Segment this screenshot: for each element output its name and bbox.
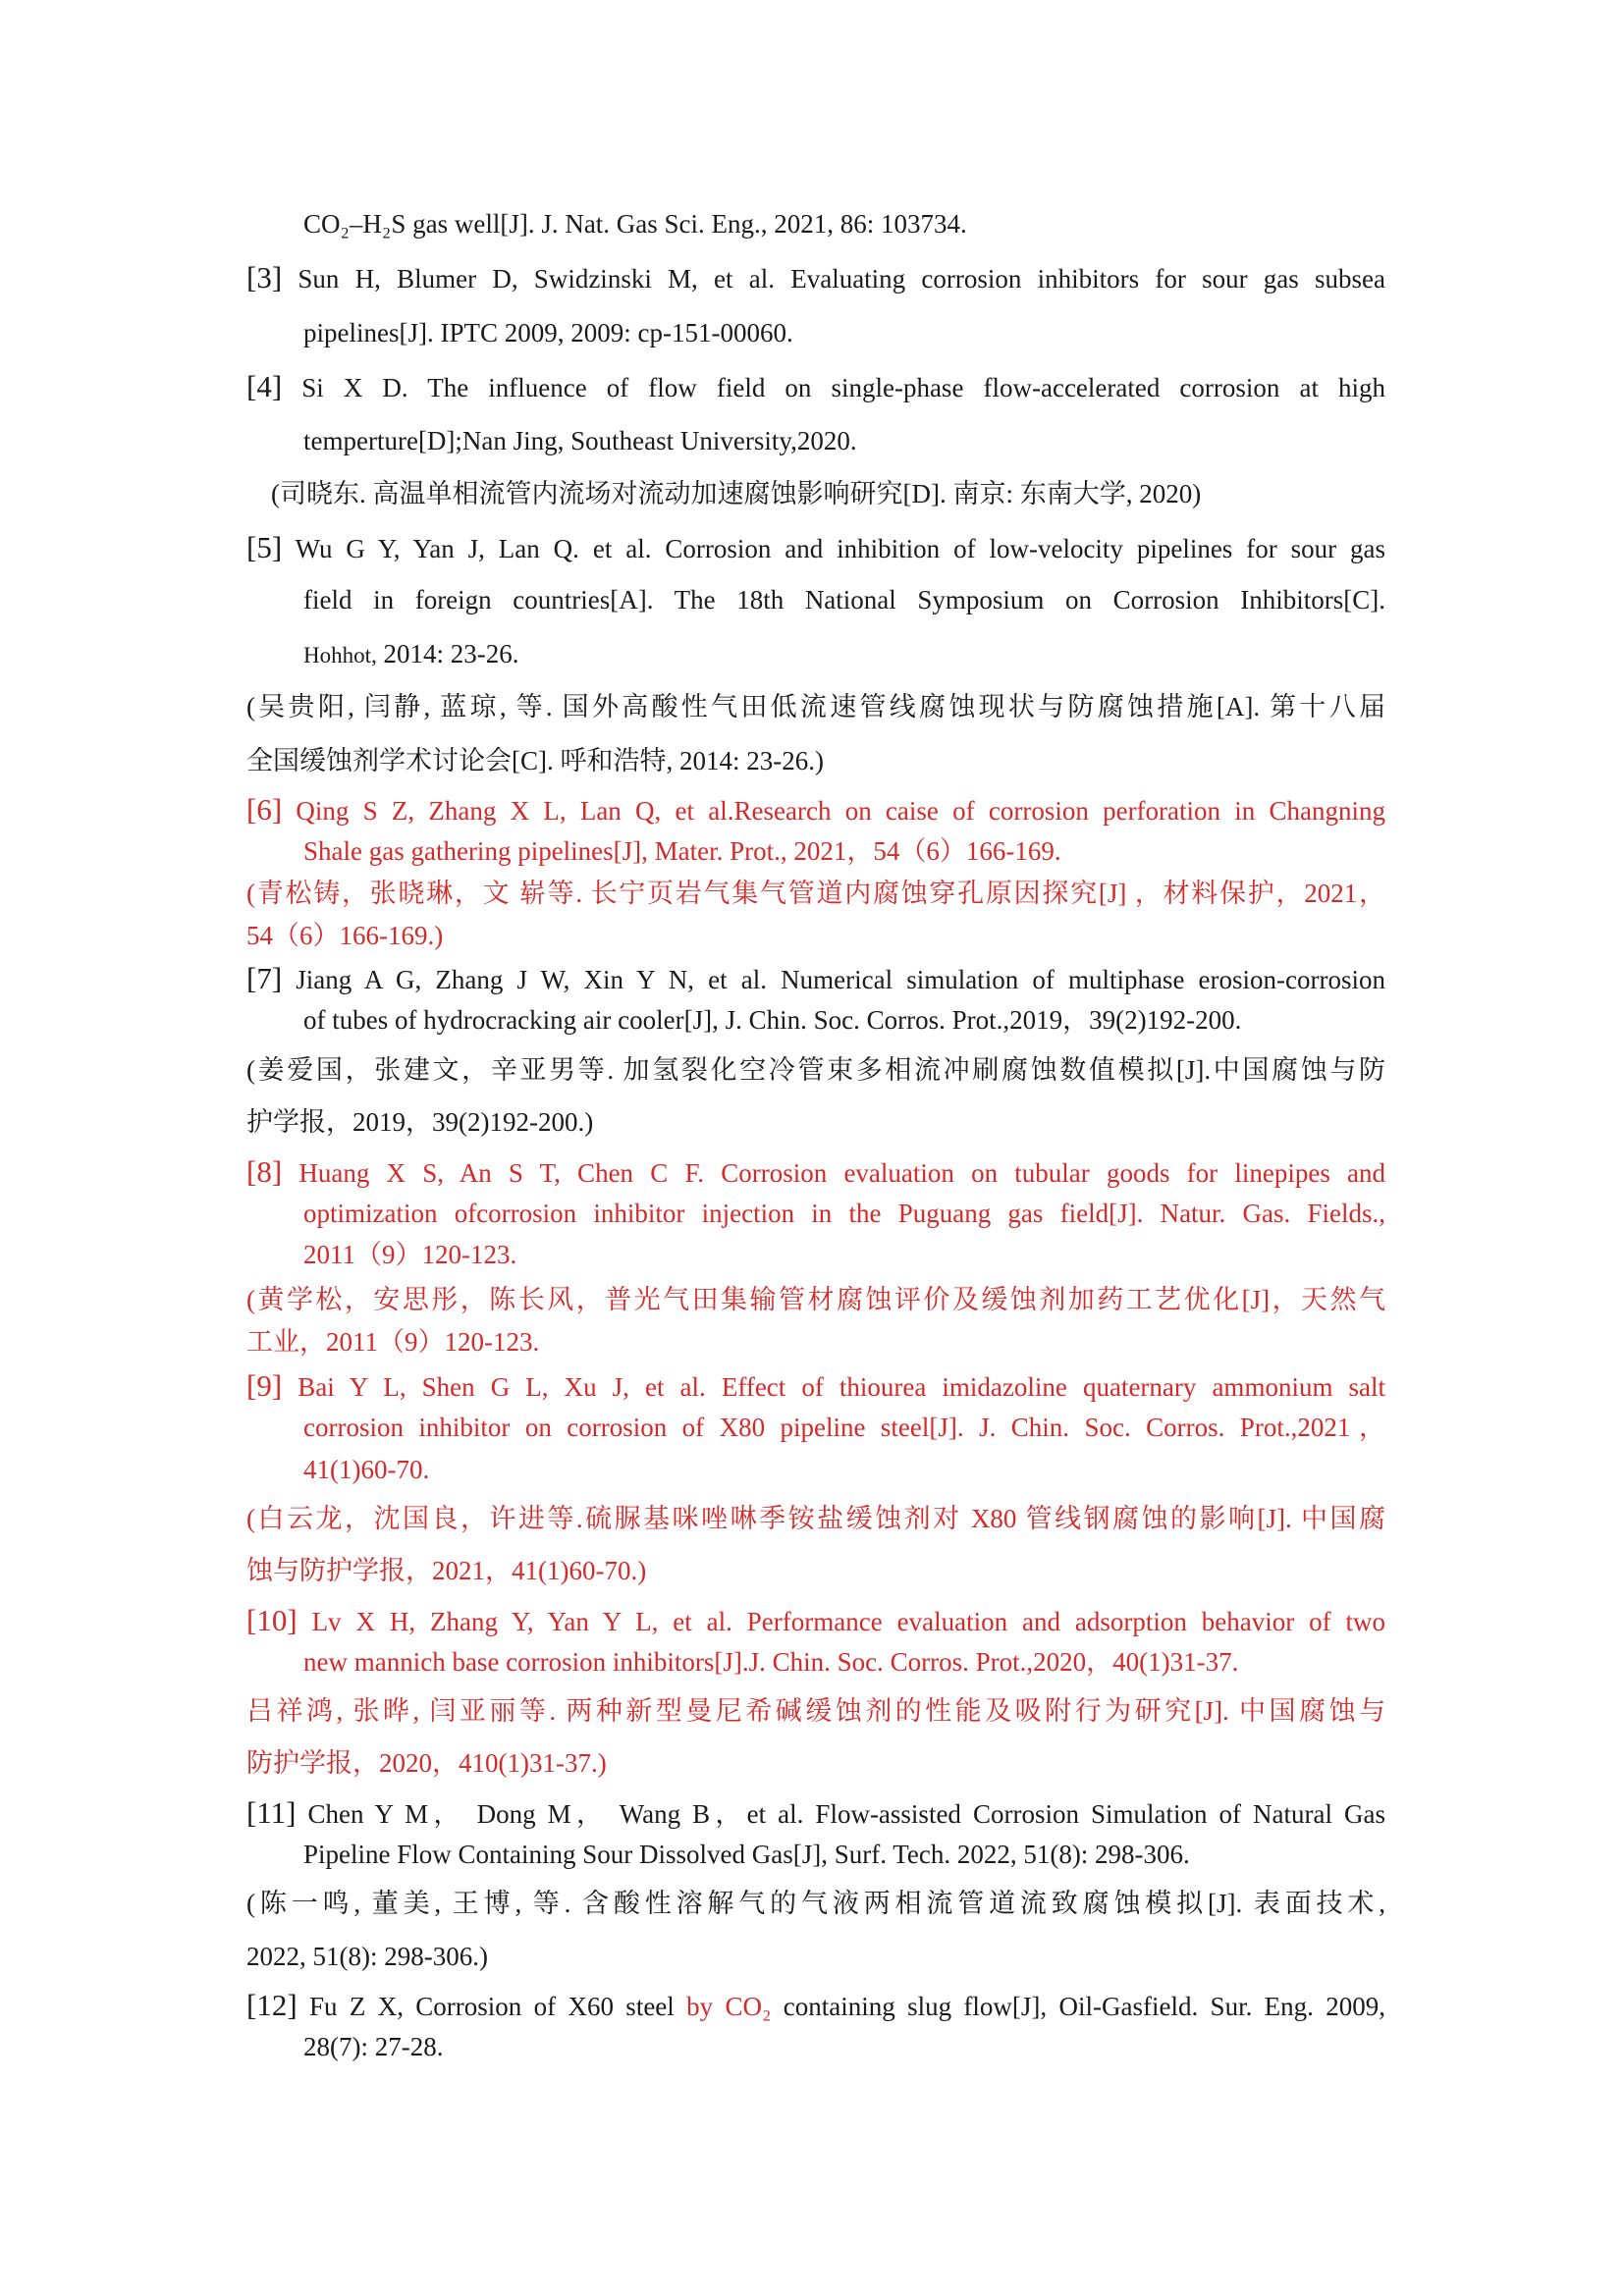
ref-7-number: [7] — [246, 961, 283, 995]
ref-7-chinese-1: (姜爱国，张建文，辛亚男等. 加氢裂化空冷管束多相流冲刷腐蚀数值模拟[J].中国腐蚀与防 — [246, 1055, 1385, 1085]
ref-8-line-1 — [246, 1155, 1385, 1190]
ref-10-line-1 — [246, 1604, 1385, 1638]
ref-7-line-2: of tubes of hydrocracking air cooler[J], J. Chin. Soc. Corros. Prot.,2019，39(2)192-200. — [303, 1005, 1242, 1035]
ref-6-line-1 — [246, 793, 1385, 828]
ref-4-chinese: (司晓东. 高温单相流管内流场对流动加速腐蚀影响研究[D]. 南京: 东南大学, 2020) — [271, 479, 1202, 508]
ref-7-line-1 — [246, 962, 1385, 996]
ref-5-city: Hohhot, — [303, 643, 377, 667]
ref-9-text-1: Bai Y L, Shen G L, Xu J, et al. Effect of thiourea imidazoline quaternary ammonium salt — [298, 1372, 1386, 1402]
ref-11-line-2: Pipeline Flow Containing Sour Dissolved Gas[J], Surf. Tech. 2022, 51(8): 298-306. — [303, 1840, 1190, 1869]
ref-11-text-1: Chen Y M， Dong M， Wang B，et al. Flow-assisted Corrosion Simulation of Natural Gas — [307, 1799, 1386, 1829]
ref-2-tail: CO₂–H₂S gas well[J]. J. Nat. Gas Sci. Eng., 2021, 86: 103734. — [303, 209, 967, 239]
ref-4-text-1: Si X D. The influence of flow field on single-phase flow-accelerated corrosion at high — [301, 373, 1386, 402]
ref-5-line-2: field in foreign countries[A]. The 18th National Symposium on Corrosion Inhibitors[C]. — [303, 585, 1385, 614]
ref-10-chinese-1: 吕祥鸿, 张晔, 闫亚丽等. 两种新型曼尼希碱缓蚀剂的性能及吸附行为研究[J]. 中国腐蚀与 — [246, 1696, 1385, 1726]
ref-12-text-1b: by CO₂ — [686, 1992, 772, 2021]
ref-5-text-1: Wu G Y, Yan J, Lan Q. et al. Corrosion and inhibition of low-velocity pipelines for sour gas — [295, 534, 1386, 563]
ref-7-chinese-2: 护学报，2019，39(2)192-200.) — [246, 1107, 594, 1137]
ref-6-chinese-1: (青松铸，张晓琳，文 崭等. 长宁页岩气集气管道内腐蚀穿孔原因探究[J] ，材料保护，2021， — [246, 879, 1385, 908]
ref-5-line-3 — [303, 637, 1385, 672]
ref-11-chinese-1: (陈一鸣, 董美, 王博, 等. 含酸性溶解气的气液两相流管道流致腐蚀模拟[J]. 表面技术, — [246, 1889, 1385, 1918]
ref-8-chinese-1: (黄学松，安思彤，陈长风，普光气田集输管材腐蚀评价及缓蚀剂加药工艺优化[J]，天然气 — [246, 1285, 1385, 1314]
ref-10-line-2: new mannich base corrosion inhibitors[J].J. Chin. Soc. Corros. Prot.,2020，40(1)31-37. — [303, 1647, 1239, 1677]
ref-9-chinese-2: 蚀与防护学报，2021，41(1)60-70.) — [246, 1556, 647, 1585]
ref-12-line-1 — [246, 1989, 1385, 2023]
ref-8-text-1: Huang X S, An S T, Chen C F. Corrosion evaluation on tubular goods for linepipes and — [298, 1158, 1386, 1188]
ref-6-chinese-2: 54（6）166-169.) — [246, 921, 444, 950]
ref-11-chinese-2: 2022, 51(8): 298-306.) — [246, 1942, 488, 1971]
ref-6-text-1: Qing S Z, Zhang X L, Lan Q, et al.Research on caise of corrosion perforation in Changning — [296, 796, 1386, 826]
ref-9-number: [9] — [246, 1368, 283, 1403]
ref-5-chinese-1: (吴贵阳, 闫静, 蓝琼, 等. 国外高酸性气田低流速管线腐蚀现状与防腐蚀措施[A]. 第十八届 — [246, 692, 1385, 721]
ref-6-number: [6] — [246, 792, 283, 827]
ref-8-line-3: 2011（9）120-123. — [303, 1240, 517, 1269]
ref-12-line-2: 28(7): 27-28. — [303, 2032, 444, 2061]
ref-10-number: [10] — [246, 1603, 298, 1637]
ref-5-chinese-2: 全国缓蚀剂学术讨论会[C]. 呼和浩特, 2014: 23-26.) — [246, 746, 824, 775]
ref-3-number: [3] — [246, 260, 283, 294]
ref-4-number: [4] — [246, 369, 283, 403]
ref-11-line-1 — [246, 1796, 1385, 1831]
ref-4-line-1 — [246, 370, 1385, 404]
ref-12-text-1c: containing slug flow[J], Oil-Gasfield. Sur. Eng. 2009, — [771, 1992, 1385, 2021]
ref-5-line-1 — [246, 531, 1385, 565]
ref-5-pages: 2014: 23-26. — [376, 639, 519, 668]
ref-10-text-1: Lv X H, Zhang Y, Yan Y L, et al. Performance evaluation and adsorption behavior of two — [311, 1607, 1385, 1636]
ref-9-line-3: 41(1)60-70. — [303, 1455, 430, 1484]
ref-3-text-1: Sun H, Blumer D, Swidzinski M, et al. Evaluating corrosion inhibitors for sour gas subsea — [298, 264, 1386, 294]
ref-3-line-2: pipelines[J]. IPTC 2009, 2009: cp-151-00060. — [303, 318, 793, 347]
ref-4-line-2: temperture[D];Nan Jing, Southeast University,2020. — [303, 426, 857, 455]
ref-11-number: [11] — [246, 1795, 297, 1830]
ref-9-chinese-1: (白云龙，沈国良，许进等.硫脲基咪唑啉季铵盐缓蚀剂对 X80 管线钢腐蚀的影响[J]. 中国腐 — [246, 1504, 1385, 1533]
ref-9-line-2: corrosion inhibitor on corrosion of X80 pipeline steel[J]. J. Chin. Soc. Corros. Prot.,2021， — [303, 1413, 1385, 1442]
ref-9-line-1 — [246, 1369, 1385, 1404]
ref-12-text-1a: Fu Z X, Corrosion of X60 steel — [309, 1992, 687, 2021]
ref-3-line-1 — [246, 261, 1385, 295]
ref-7-text-1: Jiang A G, Zhang J W, Xin Y N, et al. Numerical simulation of multiphase erosion-corrosion — [296, 965, 1385, 994]
ref-5-number: [5] — [246, 530, 283, 564]
ref-6-line-2: Shale gas gathering pipelines[J], Mater. Prot., 2021，54（6）166-169. — [303, 836, 1061, 866]
ref-8-number: [8] — [246, 1154, 283, 1189]
ref-12-number: [12] — [246, 1988, 298, 2022]
ref-10-chinese-2: 防护学报，2020，410(1)31-37.) — [246, 1748, 607, 1778]
ref-8-chinese-2: 工业，2011（9）120-123. — [246, 1327, 540, 1357]
ref-8-line-2: optimization ofcorrosion inhibitor injection in the Puguang gas field[J]. Natur. Gas. Fields., — [303, 1199, 1385, 1228]
